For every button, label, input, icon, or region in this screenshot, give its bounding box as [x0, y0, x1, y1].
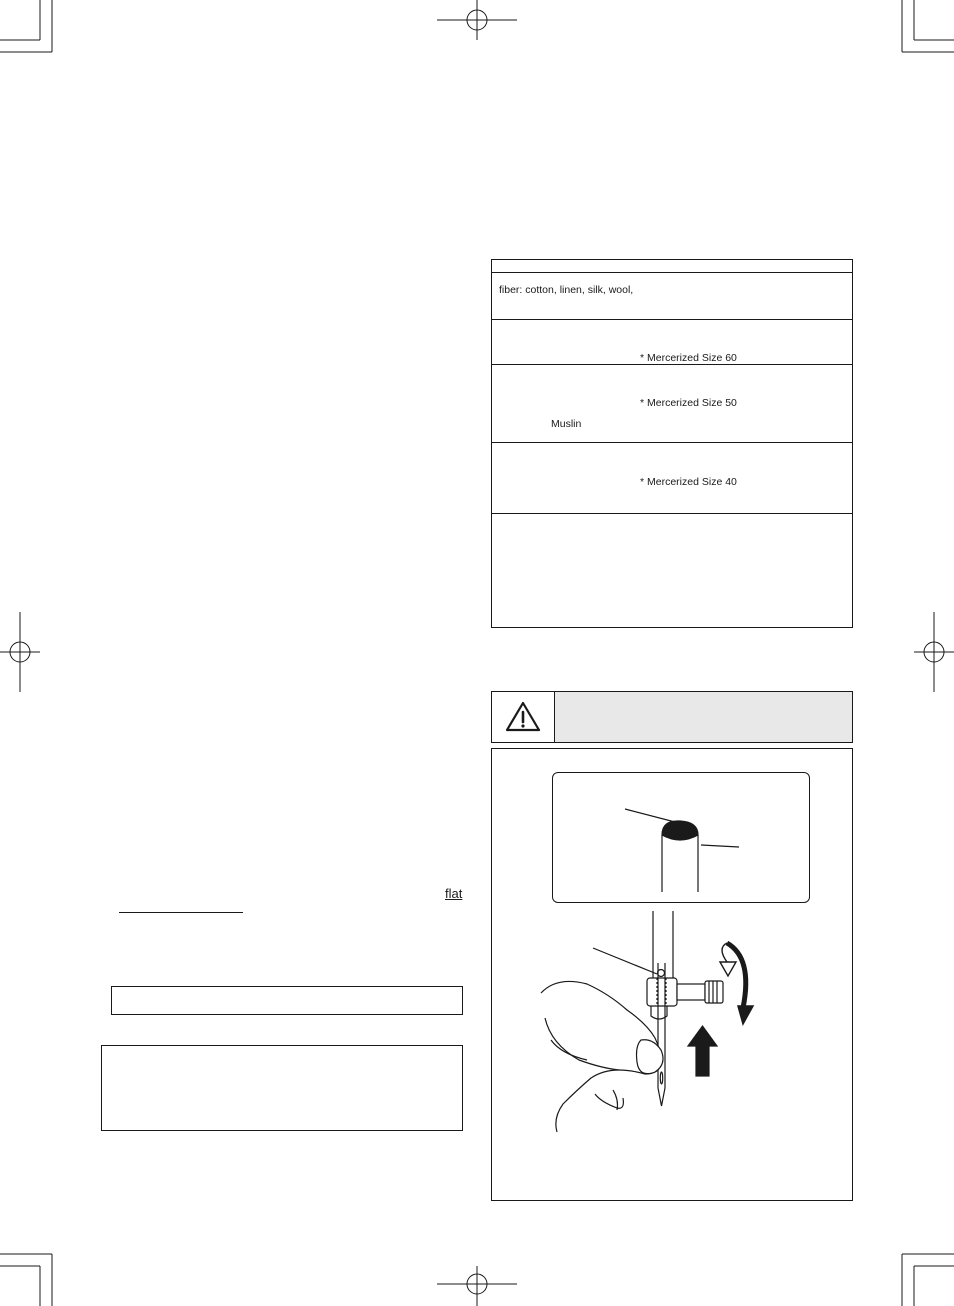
table-row3-thread: * Mercerized Size 50	[640, 397, 737, 409]
warning-banner	[491, 691, 853, 743]
thread-fabric-table	[491, 259, 853, 628]
flat-word: flat	[445, 886, 463, 901]
note-box-small	[111, 986, 463, 1015]
underline-rule	[119, 912, 243, 913]
table-row-rule-4	[491, 513, 853, 514]
table-row-rule-1	[491, 319, 853, 320]
table-row-rule-2	[491, 364, 853, 365]
needle-installation-illustration	[491, 748, 853, 1201]
warning-icon-cell	[492, 692, 555, 742]
leader-flat-side	[625, 809, 675, 822]
table-row-rule-3	[491, 442, 853, 443]
shank-flat-top	[662, 821, 698, 840]
note-box-large	[101, 1045, 463, 1131]
warning-triangle-icon	[492, 692, 554, 742]
table-row4-thread: * Mercerized Size 40	[640, 476, 737, 488]
table-row3-fabric: Muslin	[551, 418, 582, 430]
table-header-rule	[491, 272, 853, 273]
table-row2-thread: * Mercerized Size 60	[640, 352, 737, 364]
leader-needle-top	[593, 948, 657, 974]
leader-round-side	[701, 845, 739, 847]
table-row1-fiber: fiber: cotton, linen, silk, wool,	[499, 284, 634, 296]
